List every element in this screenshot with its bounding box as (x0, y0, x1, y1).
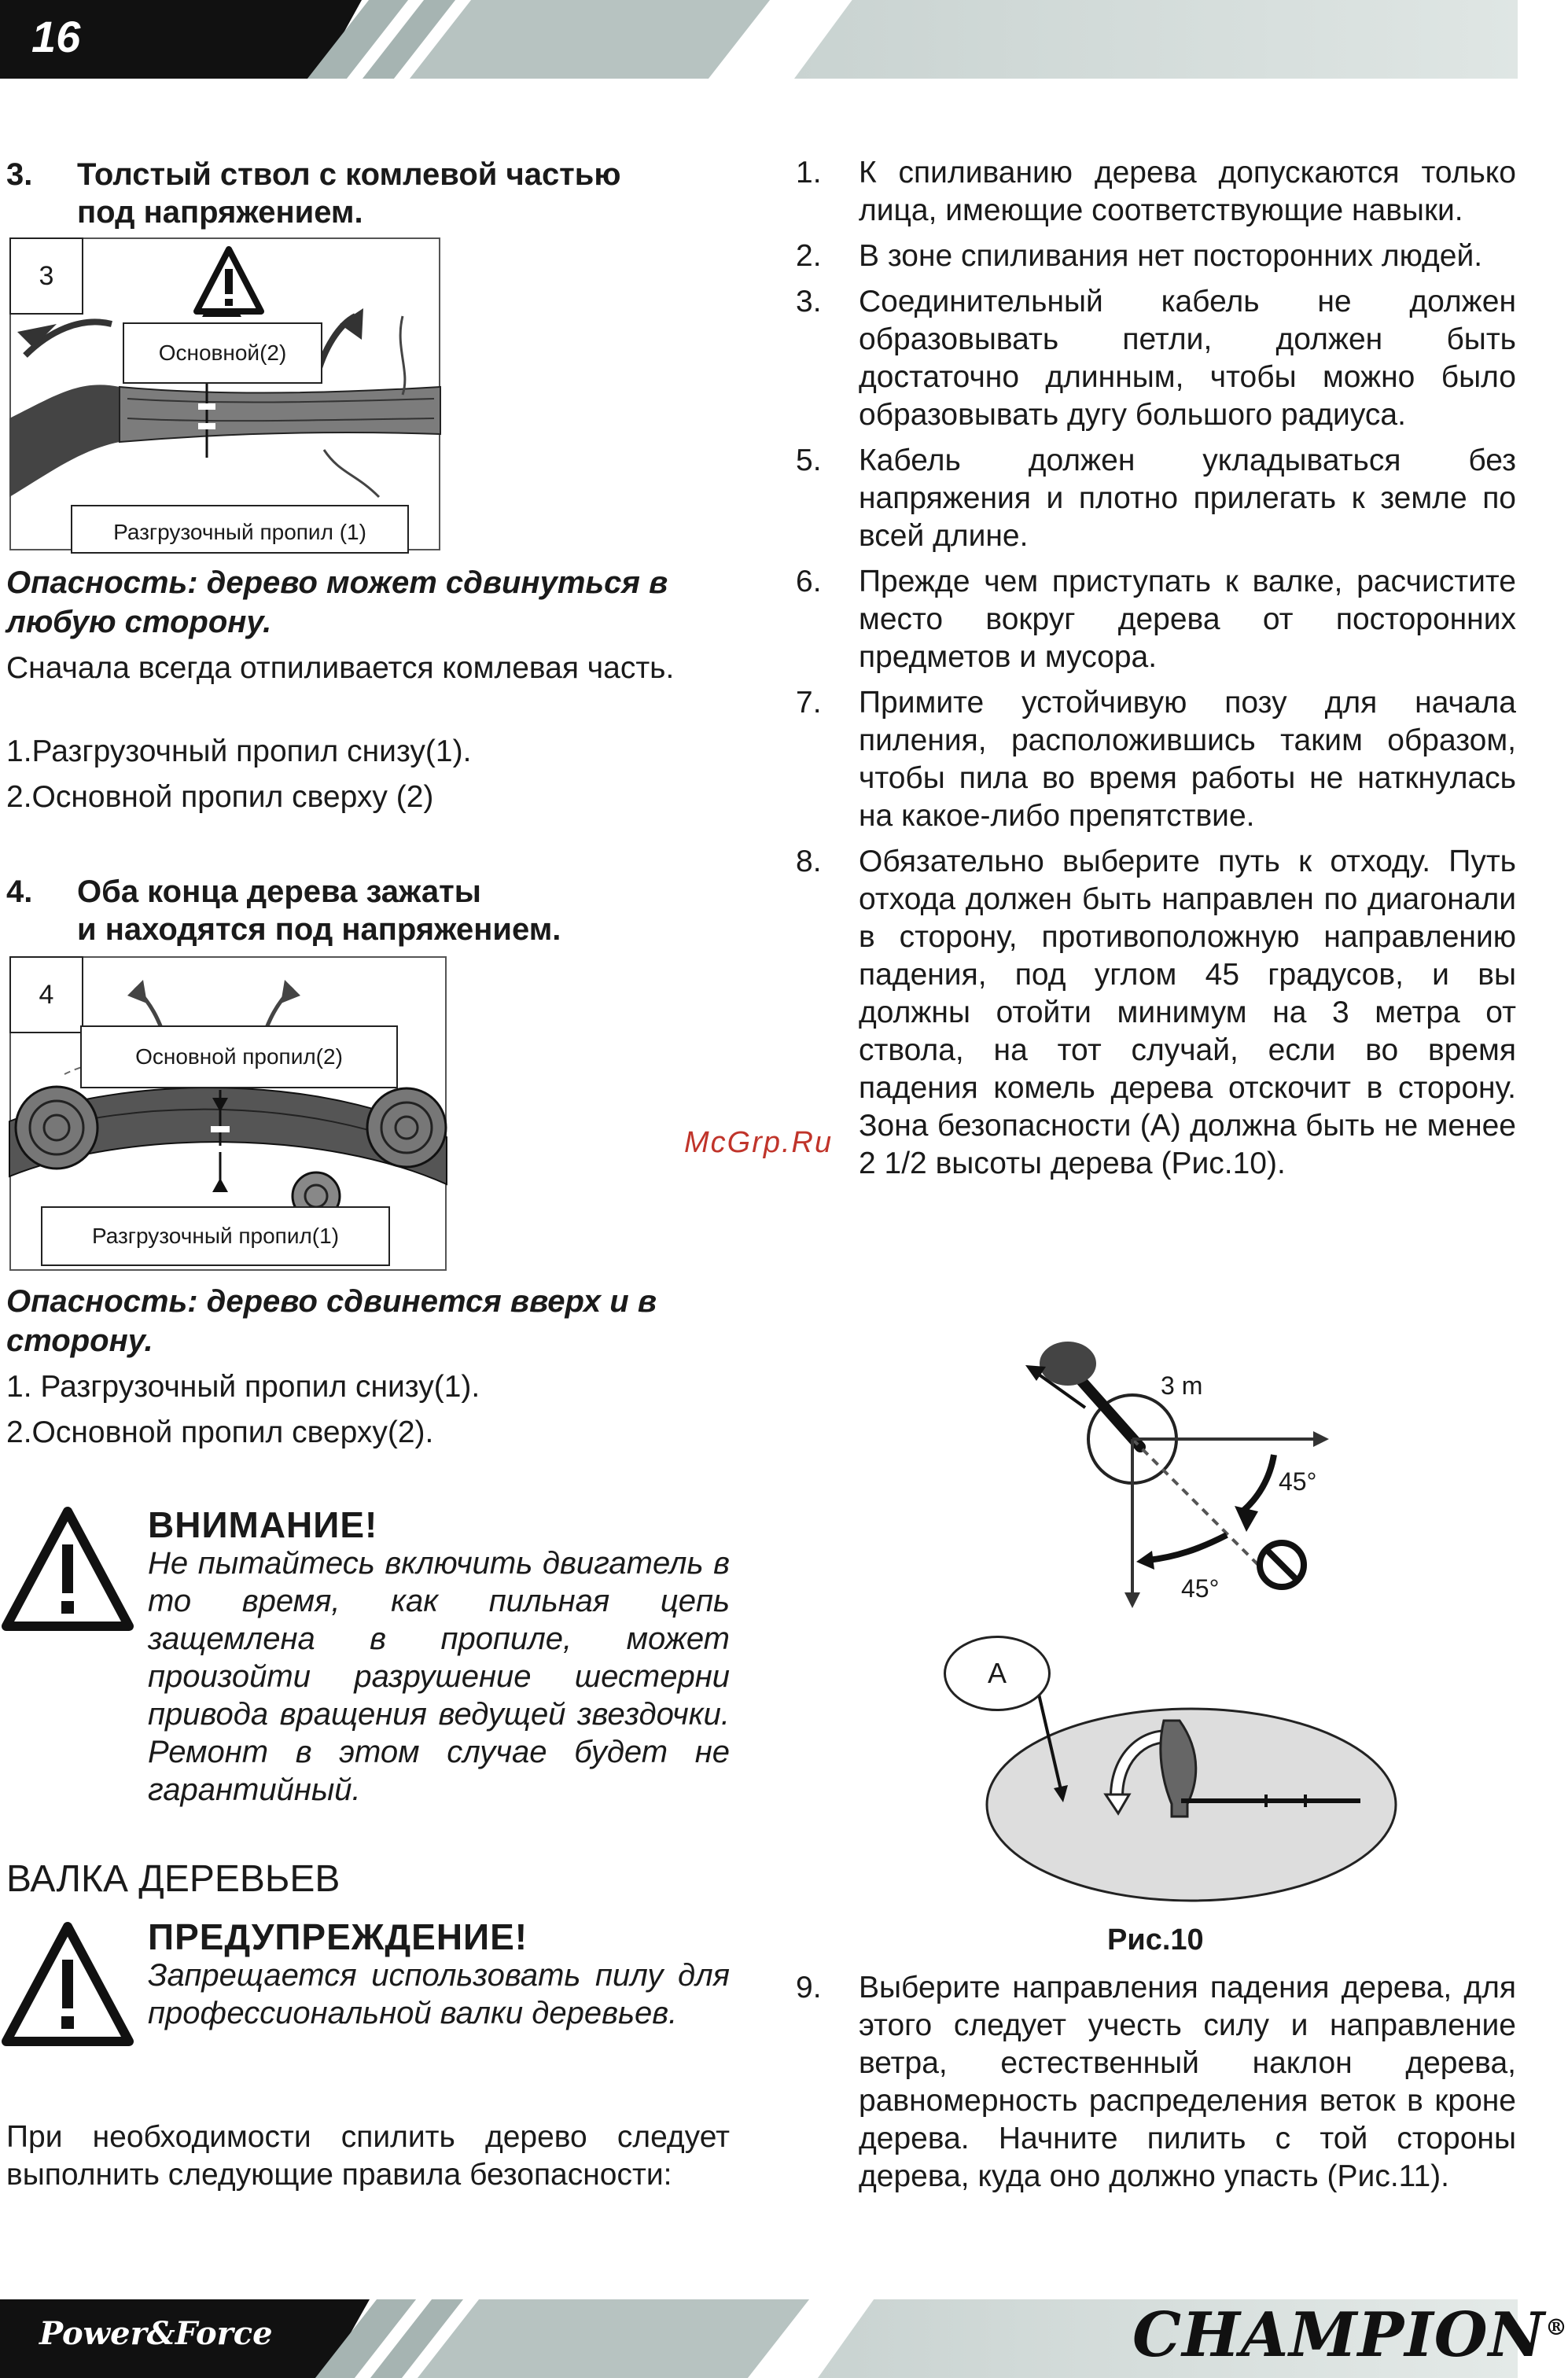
figure3-main-cut-label: Основной(2) (123, 322, 322, 384)
figure4-label: 4 (9, 956, 83, 1033)
page-number: 16 (31, 12, 81, 61)
figure4-relief-cut-label: Разгрузочный пропил(1) (41, 1206, 390, 1266)
list-item: 8. Обязательно выберите путь к отходу. Путь отхода должен быть направлен по диагонали в сторону, противоположную направлению падения, под углом 45 градусов, и вы должны отойти минимум на 3 метра от ствола, на тот случай, если во время падения комель дерева отскочит в сторону. Зона безопасности (А) должна быть не менее 2 1/2 высоты дерева (Рис.10). (796, 845, 1516, 1180)
felling-heading: ВАЛКА ДЕРЕВЬЕВ (6, 1858, 340, 1900)
warning-exclamation-icon (0, 1919, 135, 2049)
header-stripe (410, 0, 770, 79)
list-item: 1. К спиливанию дерева допускаются только лица, имеющие соответствующие навыки. (796, 156, 1516, 227)
attention-title: ВНИМАНИЕ! (148, 1504, 378, 1545)
champion-logo: CHAMPION® (1132, 2299, 1568, 2371)
list-item: 3. Соединительный кабель не должен образовывать петли, должен быть достаточно длинным, чтобы можно было образовывать дугу большого радиуса. (796, 285, 1516, 432)
section3-number: 3. (6, 157, 33, 192)
list-item: 7. Примите устойчивую позу для начала пиления, расположившись таким образом, чтобы пила во время работы не наткнулась на какое-либо препятствие. (796, 686, 1516, 833)
attention-text: Не пытайтесь включить двигатель в то время, как пильная цепь защемлена в пропиле, может произойти разрушение шестерни привода вращения ведущей звездочки. Ремонт в этом случае будет не гарантийный. (148, 1546, 730, 1807)
section3-step1: 1.Разгрузочный пропил снизу(1). (6, 734, 472, 768)
rule-9-item: 9. Выберите направления падения дерева, для этого следует учесть силу и направление ветра, естественный наклон дерева, равномерность распределения веток в кроне дерева. Начните пилить с той стороны дерева, куда оно должно упасть (Рис.11). (796, 1971, 1516, 2193)
section3-danger: Опасность: дерево может сдвинуться в любую сторону. (6, 565, 668, 639)
felling-intro: При необходимости спилить дерево следует выполнить следующие правила безопасности: (6, 2120, 730, 2192)
warning-title: ПРЕДУПРЕЖДЕНИЕ! (148, 1916, 528, 1957)
footer-stripe (418, 2299, 809, 2378)
section4-danger: Опасность: дерево сдвинется вверх и в сторону. (6, 1284, 657, 1358)
list-item: 6. Прежде чем приступать к валке, расчистите место вокруг дерева от посторонних предметов и мусора. (796, 565, 1516, 674)
section3-title-line1: Толстый ствол с комлевой частью (77, 157, 621, 192)
watermark: McGrp.Ru (684, 1126, 834, 1159)
section4-step2: 2.Основной пропил сверху(2). (6, 1415, 434, 1449)
figure-10-retreat-diagram (999, 1329, 1337, 1612)
warning-triangle-icon (193, 245, 264, 316)
figure-10-safety-zone (936, 1628, 1376, 1911)
figure-4 (9, 956, 447, 1271)
section4-title-line2: и находятся под напряжением. (77, 912, 561, 947)
figure4-main-cut-label: Основной пропил(2) (80, 1025, 398, 1088)
safety-rules-list (796, 154, 1516, 1191)
section4-title-line1: Оба конца дерева зажаты (77, 874, 481, 909)
zone-a-bubble (944, 1636, 1051, 1711)
distance-label: 3 m (1161, 1371, 1203, 1400)
figure3-label: 3 (9, 237, 83, 315)
section4-step1: 1. Разгрузочный пропил снизу(1). (6, 1370, 480, 1404)
warning-exclamation-icon (0, 1504, 135, 1634)
warning-text: Запрещается использовать пилу для профессиональной валки деревьев. (148, 1958, 730, 2030)
angle-label-upper: 45° (1279, 1467, 1317, 1496)
list-item: 5. Кабель должен укладываться без напряжения и плотно прилегать к земле по всей длине. (796, 444, 1516, 553)
section3-text: Сначала всегда отпиливается комлевая часть. (6, 651, 675, 685)
power-force-logo: Power&Force (39, 2315, 273, 2352)
list-item: 2. В зоне спиливания нет посторонних людей. (796, 239, 1483, 273)
section3-step2: 2.Основной пропил сверху (2) (6, 780, 434, 814)
figure-3 (9, 237, 440, 550)
figure10-caption: Рис.10 (1107, 1923, 1204, 1957)
section4-number: 4. (6, 874, 33, 909)
angle-label-lower: 45° (1181, 1574, 1220, 1603)
zone-a-label: A (987, 1657, 1007, 1689)
header-band (794, 0, 1518, 79)
section3-title-line2: под напряжением. (77, 195, 363, 230)
figure3-relief-cut-label: Разгрузочный пропил (1) (71, 505, 409, 554)
